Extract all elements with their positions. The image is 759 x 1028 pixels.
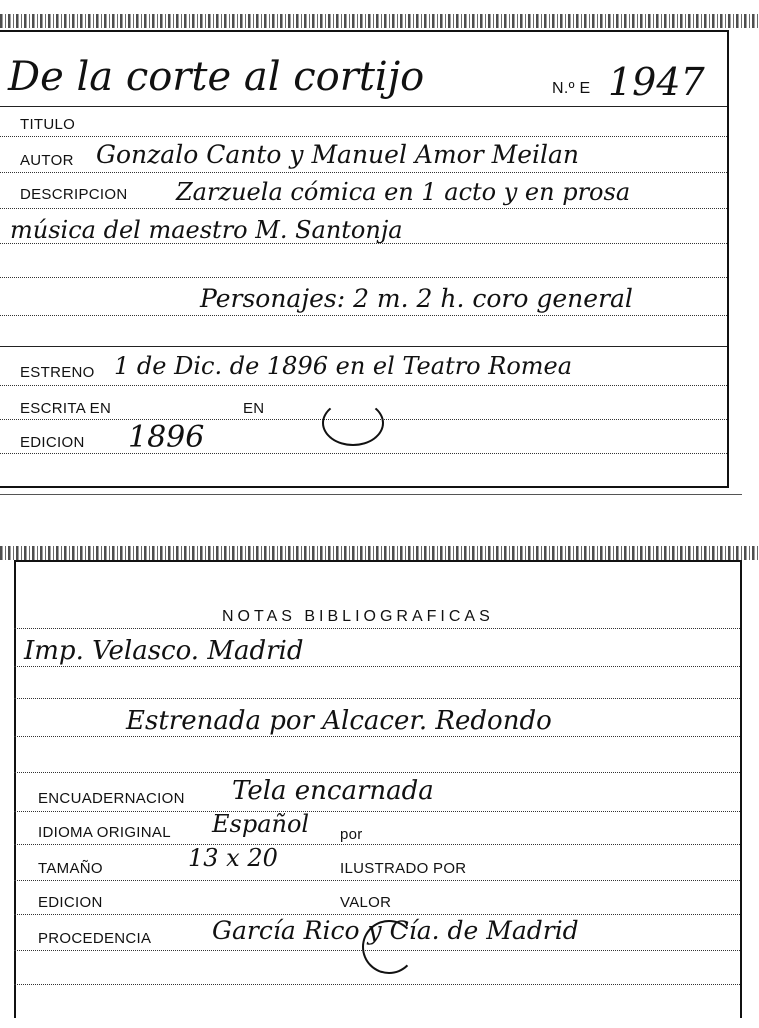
rule — [14, 914, 740, 915]
tamano-value: 13 x 20 — [188, 844, 278, 872]
ilustrado-label: ILUSTRADO POR — [340, 860, 467, 877]
en-label: EN — [243, 400, 265, 417]
por-label: por — [340, 826, 363, 843]
procedencia-value: García Rico y Cía. de Madrid — [212, 916, 579, 945]
number-label: N.º E — [552, 80, 591, 97]
note-2: Estrenada por Alcacer. Redondo — [126, 706, 552, 736]
rule — [14, 772, 740, 773]
rule — [0, 172, 727, 173]
rule — [0, 453, 727, 454]
rule — [14, 811, 740, 812]
personajes-value: Personajes: 2 m. 2 h. coro general — [200, 284, 633, 313]
card-top-border — [14, 560, 742, 562]
encuadernacion-value: Tela encarnada — [232, 776, 434, 806]
note-1: Imp. Velasco. Madrid — [24, 636, 304, 666]
estreno-label: ESTRENO — [20, 364, 95, 381]
idioma-value: Español — [212, 810, 310, 838]
escrita-en-label: ESCRITA EN — [20, 400, 112, 417]
rule — [14, 698, 740, 699]
section-rule — [0, 346, 727, 347]
rule — [14, 736, 740, 737]
rule — [0, 136, 727, 137]
rule — [14, 628, 740, 629]
edicion-label: EDICION — [20, 434, 85, 451]
rule — [0, 385, 727, 386]
rule — [0, 277, 727, 278]
rule — [0, 208, 727, 209]
notas-heading: NOTAS BIBLIOGRAFICAS — [222, 608, 494, 625]
descripcion-value-2: música del maestro M. Santonja — [10, 216, 403, 244]
catalog-card-top — [0, 0, 759, 500]
card-right-border — [727, 30, 729, 486]
autor-label: AUTOR — [20, 152, 74, 169]
catalog-card-bottom — [0, 540, 759, 1028]
rule — [0, 315, 727, 316]
number-value: 1947 — [608, 60, 705, 104]
punch-hole — [362, 920, 416, 974]
card-right-border — [740, 560, 742, 1018]
rule — [14, 844, 740, 845]
title-handwritten: De la corte al cortijo — [8, 54, 425, 100]
valor-label: VALOR — [340, 894, 392, 911]
card-shadow-line — [0, 494, 742, 495]
edicion-value: 1896 — [128, 420, 205, 455]
torn-edge — [0, 546, 759, 560]
procedencia-label: PROCEDENCIA — [38, 930, 152, 947]
card-top-border — [0, 30, 728, 32]
descripcion-label: DESCRIPCION — [20, 186, 128, 203]
punch-hole — [322, 400, 384, 446]
rule — [14, 880, 740, 881]
autor-value: Gonzalo Canto y Manuel Amor Meilan — [96, 140, 579, 169]
rule — [0, 243, 727, 244]
tamano-label: TAMAÑO — [38, 860, 103, 877]
descripcion-value: Zarzuela cómica en 1 acto y en prosa — [176, 178, 631, 206]
title-rule — [0, 106, 727, 107]
encuadernacion-label: ENCUADERNACION — [38, 790, 185, 807]
rule — [14, 984, 740, 985]
rule — [14, 666, 740, 667]
torn-edge — [0, 14, 759, 28]
edicion-label: EDICION — [38, 894, 103, 911]
card-bottom-border — [0, 486, 729, 488]
titulo-label: TITULO — [20, 116, 76, 133]
estreno-value: 1 de Dic. de 1896 en el Teatro Romea — [114, 352, 573, 380]
idioma-label: IDIOMA ORIGINAL — [38, 824, 171, 841]
